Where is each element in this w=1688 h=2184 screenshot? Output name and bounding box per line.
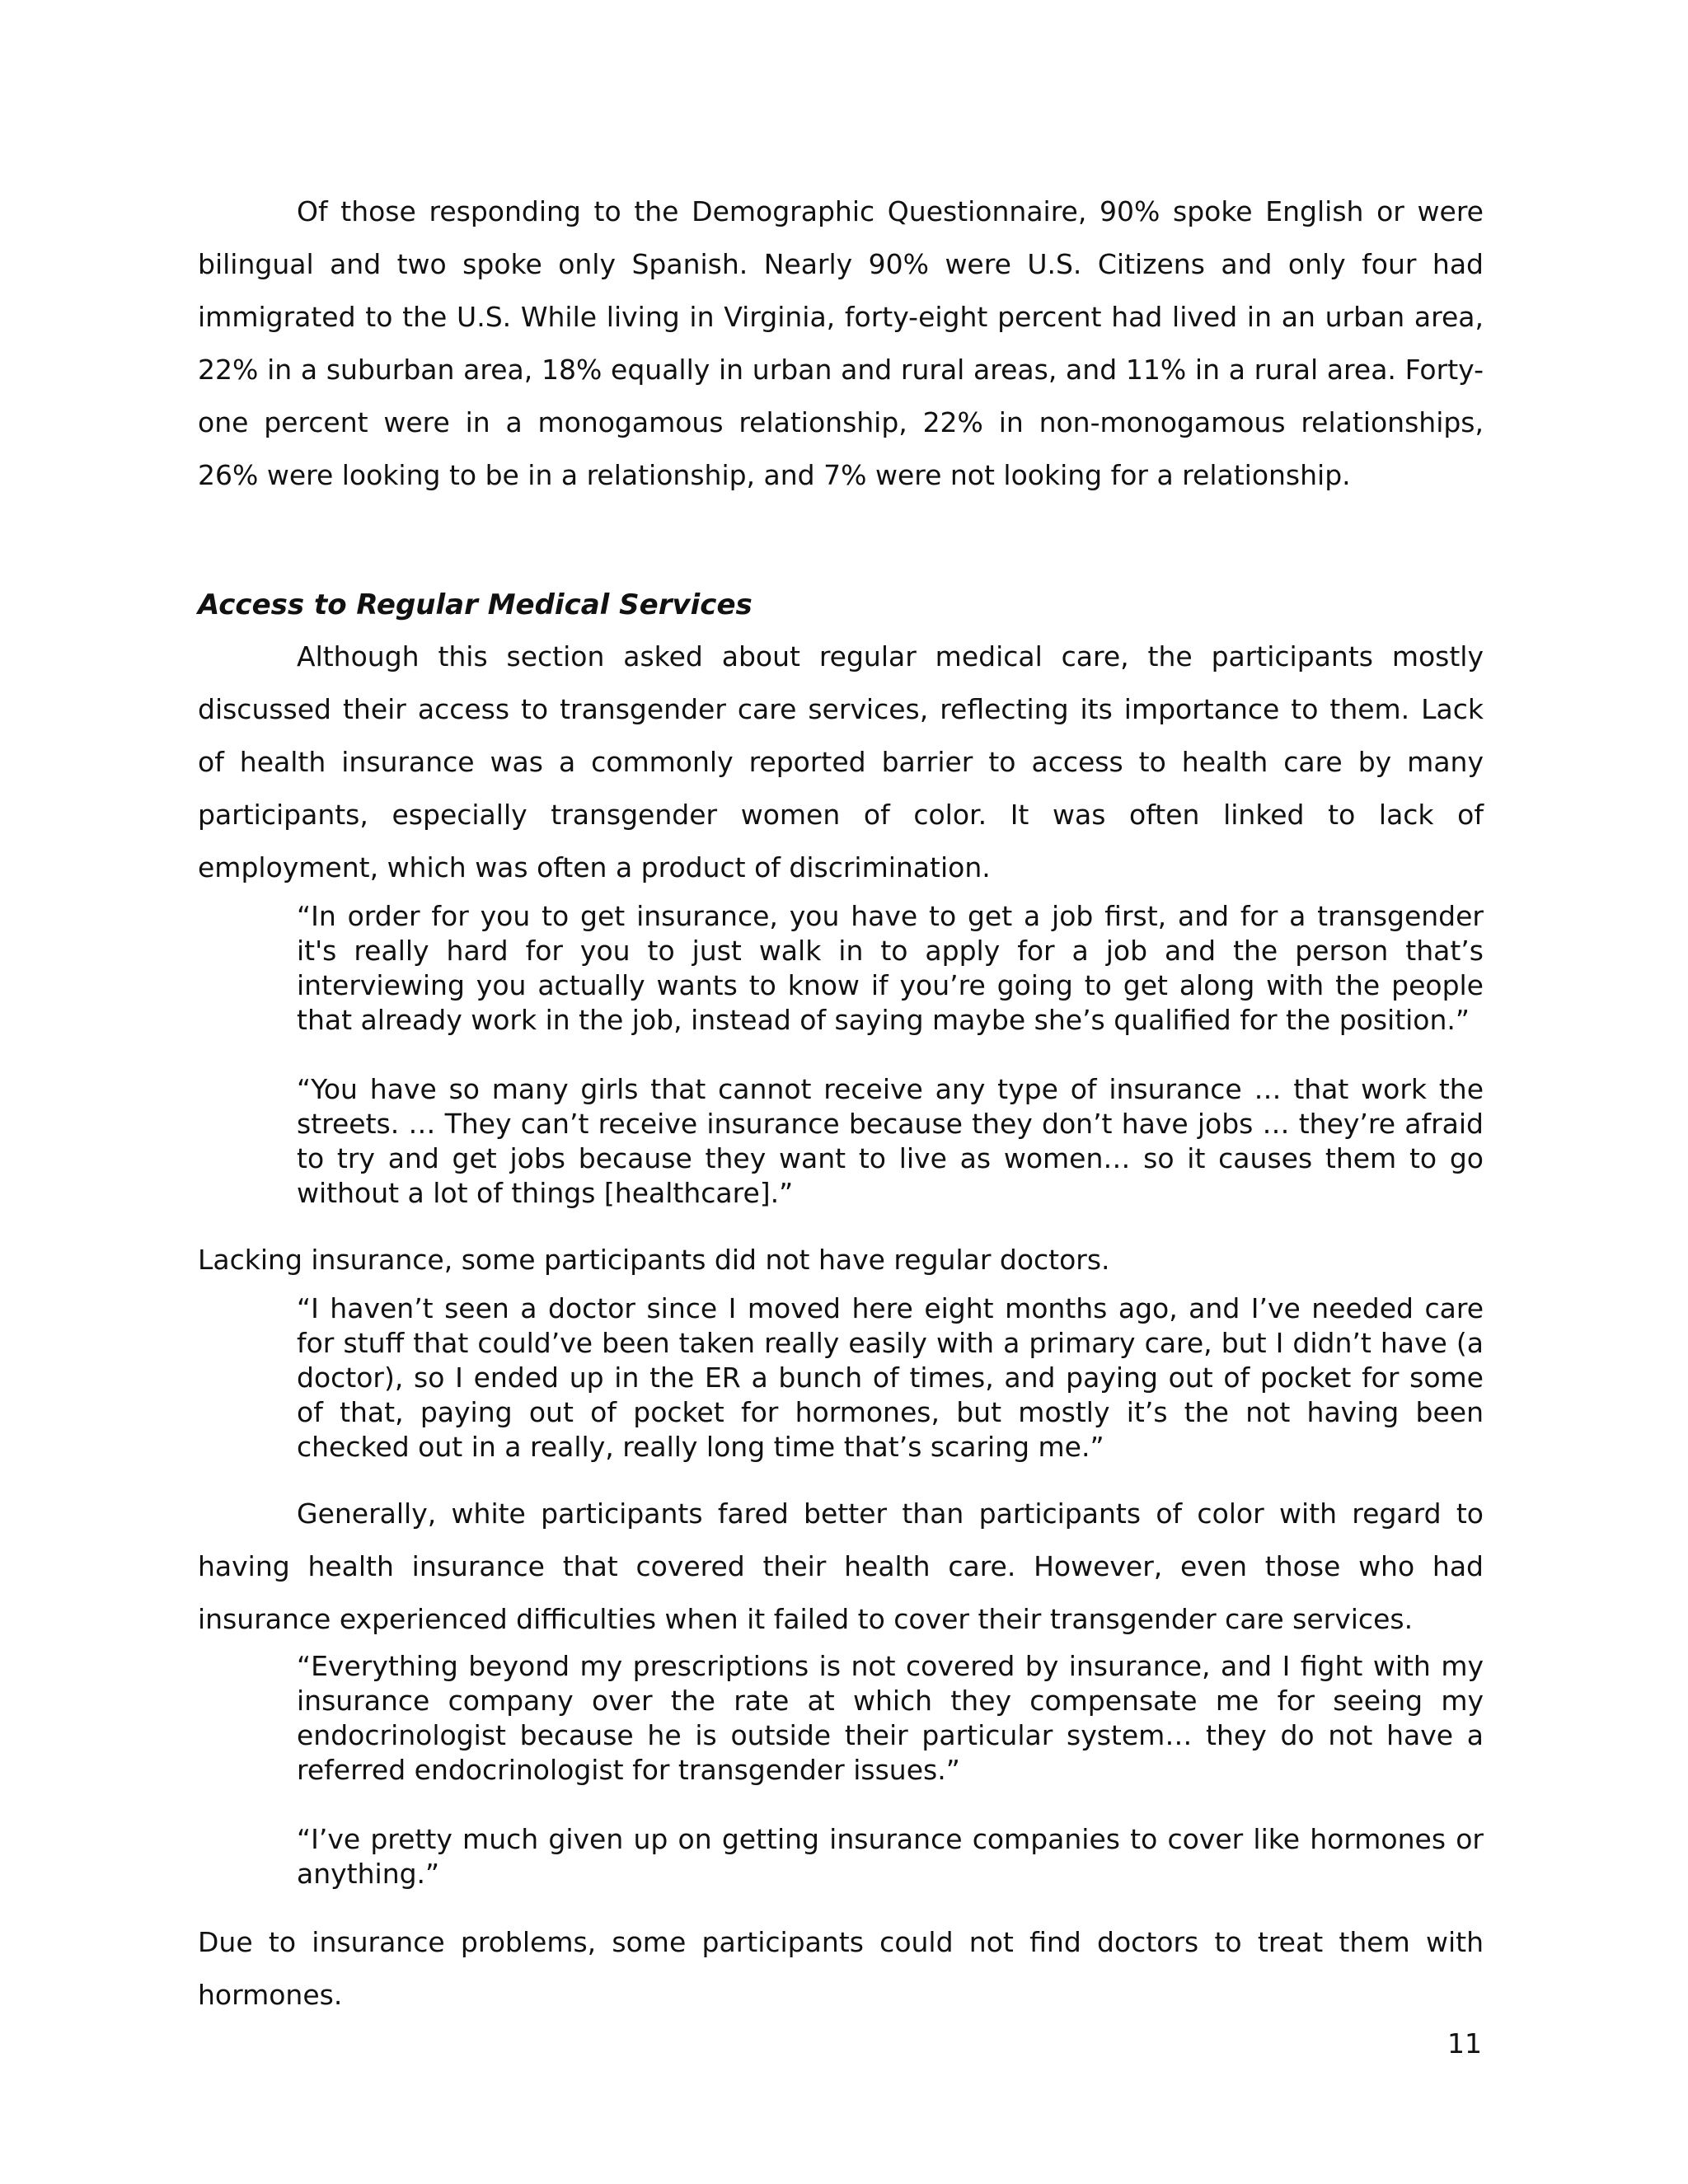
quote-girls-streets: “You have so many girls that cannot receive any type of insurance … that work the streets. … They can’t receive insurance because they don’t have jobs … they’re afraid to try and get jobs because they want to live as women… so it causes them to go without a lot of things [healthcare].” (297, 1073, 1484, 1209)
quote-doctor-eight-months: “I haven’t seen a doctor since I moved here eight months ago, and I’ve needed care for stuff that could’ve been taken really easily with a primary care, but I didn’t have (a doctor), so I ended up in the ER a bunch of times, and paying out of pocket for some of that, paying out of pocket for hormones, but mostly it’s the not having been checked out in a really, really long time that’s scaring me.” (297, 1292, 1484, 1463)
page-number: 11 (1447, 2027, 1482, 2060)
generally-white-participants-paragraph: Generally, white participants fared better than participants of color with regard to having health insurance that covered their health care. However, even those who had insurance experienced difficulties when it failed to cover their transgender care services. (198, 1497, 1484, 1635)
quote-insurance-job: “In order for you to get insurance, you have to get a job first, and for a transgender it's really hard for you to just walk in to apply for a job and the person that’s interviewing you actually wants to know if you’re going to get along with the people that already work in the job, instead of saying maybe she’s qualified for the position.” (297, 900, 1484, 1036)
lacking-insurance-paragraph: Lacking insurance, some participants did not have regular doctors. (198, 1244, 1110, 1276)
section-heading: Access to Regular Medical Services (198, 588, 753, 621)
medical-access-paragraph: Although this section asked about regular medical care, the participants mostly discussed their access to transgender care services, reflecting its importance to them. Lack of health insurance was a commonly reported barrier to access to health care by many participants, especially transgender women of color. It was often linked to lack of employment, which was often a product of discrimination. (198, 640, 1484, 883)
demographics-paragraph: Of those responding to the Demographic Questionnaire, 90% spoke English or were bilingual and two spoke only Spanish. Nearly 90% were U.S. Citizens and only four had immigrated to the U.S. While living in Virginia, forty-eight percent had lived in an urban area, 22% in a suburban area, 18% equally in urban and rural areas, and 11% in a rural area. Forty-one percent were in a monogamous relationship, 22% in non-monogamous relationships, 26% were looking to be in a relationship, and 7% were not looking for a relationship. (198, 195, 1484, 491)
quote-prescriptions-coverage: “Everything beyond my prescriptions is not covered by insurance, and I fight with my insurance company over the rate at which they compensate me for seeing my endocrinologist because he is outside their particular system… they do not have a referred endocrinologist for transgender issues.” (297, 1650, 1484, 1786)
quote-given-up: “I’ve pretty much given up on getting insurance companies to cover like hormones or anything.” (297, 1823, 1484, 1890)
document-page (198, 185, 1484, 2022)
insurance-problems-paragraph: Due to insurance problems, some participants could not find doctors to treat them with hormones. (198, 1926, 1484, 2011)
